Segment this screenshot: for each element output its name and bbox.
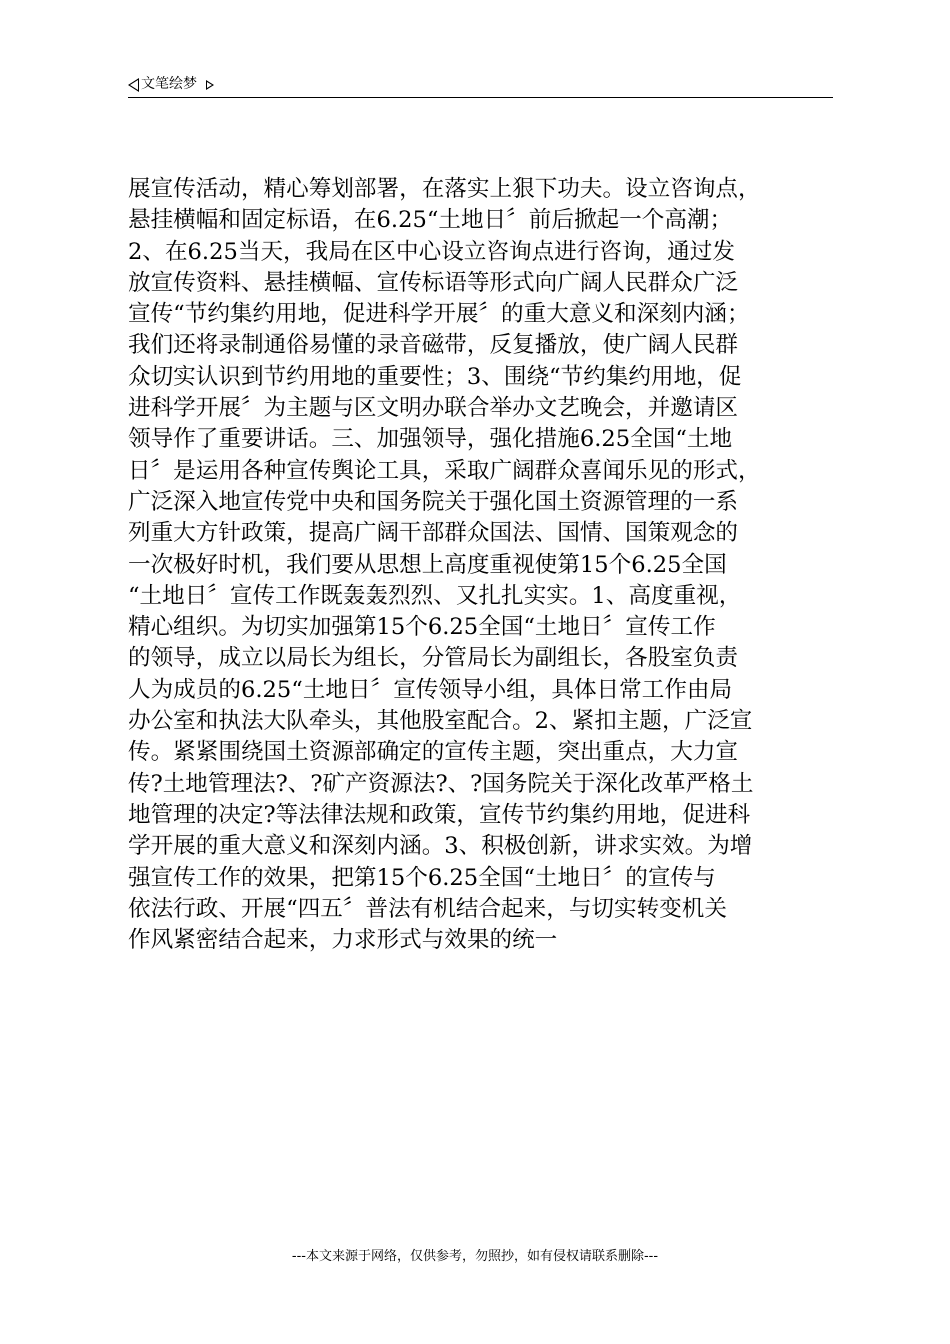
text-line: 办公室和执法大队牵头，其他股室配合。2、紧扣主题，广泛宣: [128, 708, 753, 735]
text-line: 依法行政、开展“四五〞普法有机结合起来，与切实转变机关: [128, 895, 727, 922]
header-title: 文笔绘梦: [141, 76, 197, 92]
text-line: 一次极好时机，我们要从思想上高度重视使第15个6.25全国: [128, 551, 727, 578]
text-line: 广泛深入地宣传党中央和国务院关于强化国土资源管理的一系: [128, 488, 739, 515]
right-triangle-icon: [206, 80, 214, 90]
text-line: 展宣传活动，精心筹划部署，在落实上狠下功夫。设立咨询点，: [128, 176, 761, 202]
text-line: 的领导，成立以局长为组长，分管局长为副组长，各股室负责: [128, 645, 739, 672]
text-line: 众切实认识到节约用地的重要性；3、围绕“节约集约用地，促: [128, 363, 742, 390]
text-line: 传?土地管理法?、?矿产资源法?、?国务院关于深化改革严格土: [128, 770, 754, 797]
text-line: 悬挂横幅和固定标语，在6.25“土地日〞前后掀起一个高潮；: [128, 207, 733, 234]
text-line: 我们还将录制通俗易懂的录音磁带，反复播放，使广阔人民群: [128, 332, 739, 359]
left-triangle-icon: [128, 78, 139, 92]
page-footer: ---本文来源于网络，仅供参考，勿照抄，如有侵权请联系删除---: [291, 1249, 659, 1264]
text-line: “土地日〞宣传工作既轰轰烈烈、又扎扎实实。1、高度重视，: [128, 582, 742, 609]
text-line: 进科学开展〞为主题与区文明办联合举办文艺晚会，并邀请区: [128, 395, 739, 422]
text-line: 学开展的重大意义和深刻内涵。3、积极创新，讲求实效。为增: [128, 833, 753, 860]
header-divider: [128, 97, 833, 98]
page-header: [128, 74, 833, 98]
text-line: 宣传“节约集约用地，促进科学开展〞的重大意义和深刻内涵；: [128, 301, 750, 328]
body-text: [128, 174, 840, 956]
text-line: 列重大方针政策，提高广阔干部群众国法、国情、国策观念的: [128, 520, 739, 547]
text-line: 精心组织。为切实加强第15个6.25全国“土地日〞宣传工作: [128, 614, 716, 641]
text-line: 日〞是运用各种宣传舆论工具，采取广阔群众喜闻乐见的形式，: [128, 457, 761, 484]
text-line: 领导作了重要讲话。三、加强领导，强化措施6.25全国“土地: [128, 426, 733, 453]
text-line: 地管理的决定?等法律法规和政策，宣传节约集约用地，促进科: [128, 801, 751, 828]
text-line: 放宣传资料、悬挂横幅、宣传标语等形式向广阔人民群众广泛: [128, 269, 739, 296]
text-line: 传。紧紧围绕国土资源部确定的宣传主题，突出重点，大力宣: [128, 739, 739, 766]
text-line: 作风紧密结合起来，力求形式与效果的统一: [128, 927, 558, 954]
text-line: 人为成员的6.25“土地日〞宣传领导小组，具体日常工作由局: [128, 676, 733, 703]
text-line: 2、在6.25当天，我局在区中心设立咨询点进行咨询，通过发: [128, 238, 735, 265]
text-line: 强宣传工作的效果，把第15个6.25全国“土地日〞的宣传与: [128, 864, 716, 891]
